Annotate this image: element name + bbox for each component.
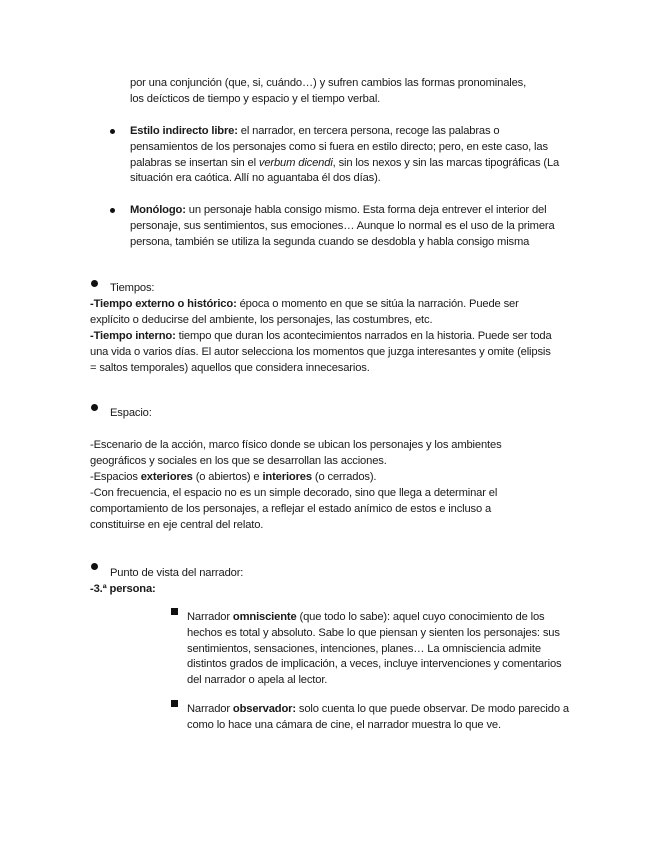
section-bullet-icon (91, 563, 98, 570)
continuation-paragraph (130, 76, 570, 108)
bullet-icon (110, 129, 115, 134)
espacio-line-1: -Escenario de la acción, marco físico donde se ubican los personajes y los ambientes geográficos y sociales en los que se desarrollan las acciones. (90, 439, 502, 467)
estilo-indirecto-libre-text-b: , sin los nexos y sin las marcas tipográficas (La situación era caótica. Allí no aguantaba él dos días). (130, 156, 560, 185)
espacio-heading: Espacio: (110, 407, 152, 419)
narrador-observador-paragraph (187, 702, 571, 734)
tiempo-externo-text: época o momento en que se sitúa la narración. Puede ser explícito o deducirse del ambiente, los personajes, las costumbres, etc. (90, 298, 519, 326)
tercera-persona-subheading: -3.ª persona: (90, 583, 156, 595)
omnisciente-term: omnisciente (232, 611, 297, 623)
punto-de-vista-heading: Punto de vista del narrador: (110, 567, 244, 579)
observador-prefix: Narrador (187, 703, 233, 715)
monologo-text: un personaje habla consigo mismo. Esta forma deja entrever el interior del personaje, sus sentimientos, sus emociones… Aunque lo normal es el uso de la primera persona, también se utiliza la segunda cuando se desdobla y habla consigo misma (130, 204, 555, 248)
tiempo-externo-paragraph (90, 297, 558, 329)
narrador-omnisciente-paragraph (187, 610, 571, 689)
omnisciente-text: (que todo lo sabe): aquel cuyo conocimiento de los hechos es total y absoluto. Sabe lo que piensan y sienten los personajes: sus sentimientos, sensaciones, intenciones, planes… La omnisciencia admite distintos grados de implicación, a veces, incluye intervenciones y comentarios del narrador o apela al lector. (187, 611, 562, 687)
espacio-line-2-a: -Espacios (90, 471, 141, 483)
espacio-line-2-d: (o cerrados). (311, 471, 377, 483)
espacios-interiores-term: interiores (262, 471, 312, 483)
estilo-indirecto-libre-paragraph (130, 124, 562, 187)
observador-text: solo cuenta lo que puede observar. De modo parecido a como lo hace una cámara de cine, el narrador muestra lo que ve. (187, 703, 569, 731)
section-bullet-icon (91, 280, 98, 287)
tiempo-externo-term: -Tiempo externo o histórico: (90, 298, 237, 310)
verbum-dicendi: verbum dicendi (258, 156, 333, 169)
continuation-line-1: por una conjunción (que, si, cuándo…) y sufren cambios las formas pronominales, (130, 77, 527, 89)
tiempo-interno-term: -Tiempo interno: (90, 330, 176, 342)
observador-term: observador: (232, 703, 296, 715)
square-bullet-icon (171, 608, 178, 615)
tiempo-interno-paragraph (90, 329, 560, 376)
tiempos-heading: Tiempos: (110, 282, 155, 294)
espacio-line-3: -Con frecuencia, el espacio no es un simple decorado, sino que llega a determinar el comportamiento de los personajes, a reflejar el estado anímico de estos e incluso a constituirse en eje central del relato. (90, 487, 498, 531)
monologo-paragraph (130, 203, 562, 250)
monologo-term: Monólogo: (130, 204, 186, 216)
estilo-indirecto-libre-text-a: el narrador, en tercera persona, recoge las palabras o pensamientos de los personajes como si fuera en estilo directo; pero, en este caso, las palabras se insertan sin el (130, 125, 548, 169)
section-bullet-icon (91, 404, 98, 411)
espacio-line-2 (90, 470, 550, 486)
espacio-line-2-c: (o abiertos) e (192, 471, 263, 483)
square-bullet-icon (171, 700, 178, 707)
tiempo-interno-text: tiempo que duran los acontecimientos narrados en la historia. Puede ser toda una vida o varios días. El autor selecciona los momentos que juzga interesantes y omite (elipsis = saltos temporales) aquellos que considera innecesarios. (90, 330, 552, 374)
continuation-line-2: los deícticos de tiempo y espacio y el tiempo verbal. (130, 92, 381, 105)
omnisciente-prefix: Narrador (187, 611, 233, 623)
espacios-exteriores-term: exteriores (140, 471, 193, 483)
bullet-icon (110, 208, 115, 213)
estilo-indirecto-libre-term: Estilo indirecto libre: (130, 125, 238, 137)
